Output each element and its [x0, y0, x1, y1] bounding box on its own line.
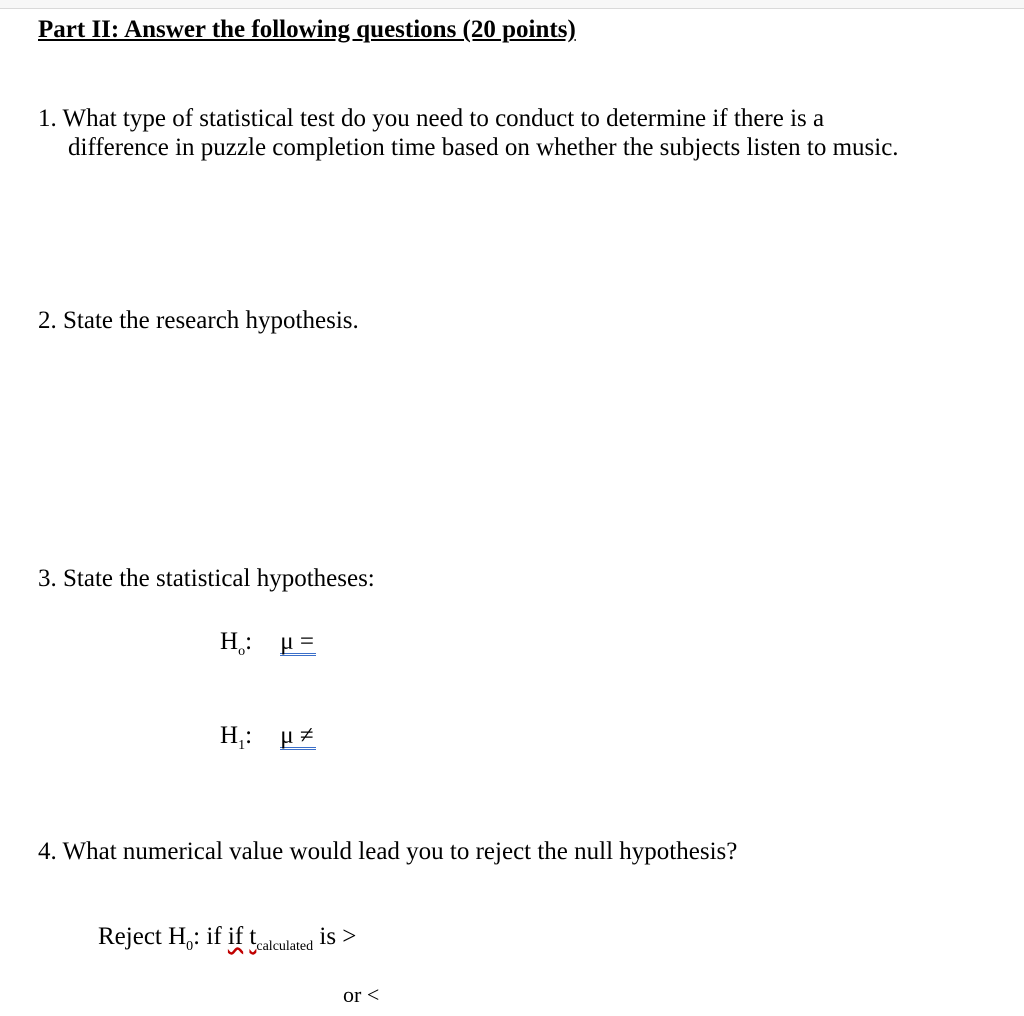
reject-rule-or: or < [343, 982, 380, 1007]
null-hypothesis [220, 628, 316, 660]
question-2: 2. State the research hypothesis. [38, 307, 359, 334]
t-calculated: $t_{calculated}$ [249, 923, 314, 954]
reject-rule: Reject $H_0$: if if $t_{calculated}$ is > [98, 923, 357, 954]
question-4: 4. What numerical value would lead you to reject the null hypothesis? [38, 838, 738, 865]
alternative-hypothesis-expression[interactable]: μ ≠ [280, 722, 314, 749]
section-heading: Part II: Answer the following questions (20 points) [38, 16, 576, 43]
alternative-hypothesis [220, 722, 316, 754]
null-hypothesis-label: $H_o$: [220, 628, 253, 659]
question-3: 3. State the statistical hypotheses: [38, 565, 375, 592]
alternative-hypothesis-label: $H_1$: [220, 722, 253, 753]
null-hypothesis-expression[interactable]: μ = [280, 628, 315, 655]
spellcheck-word-if: if [227, 923, 244, 950]
window-top-edge [0, 0, 1024, 9]
question-1-line-1: 1. What type of statistical test do you need to conduct to determine if there is a [38, 105, 825, 132]
question-1-line-2: difference in puzzle completion time based on whether the subjects listen to music. [68, 134, 899, 161]
